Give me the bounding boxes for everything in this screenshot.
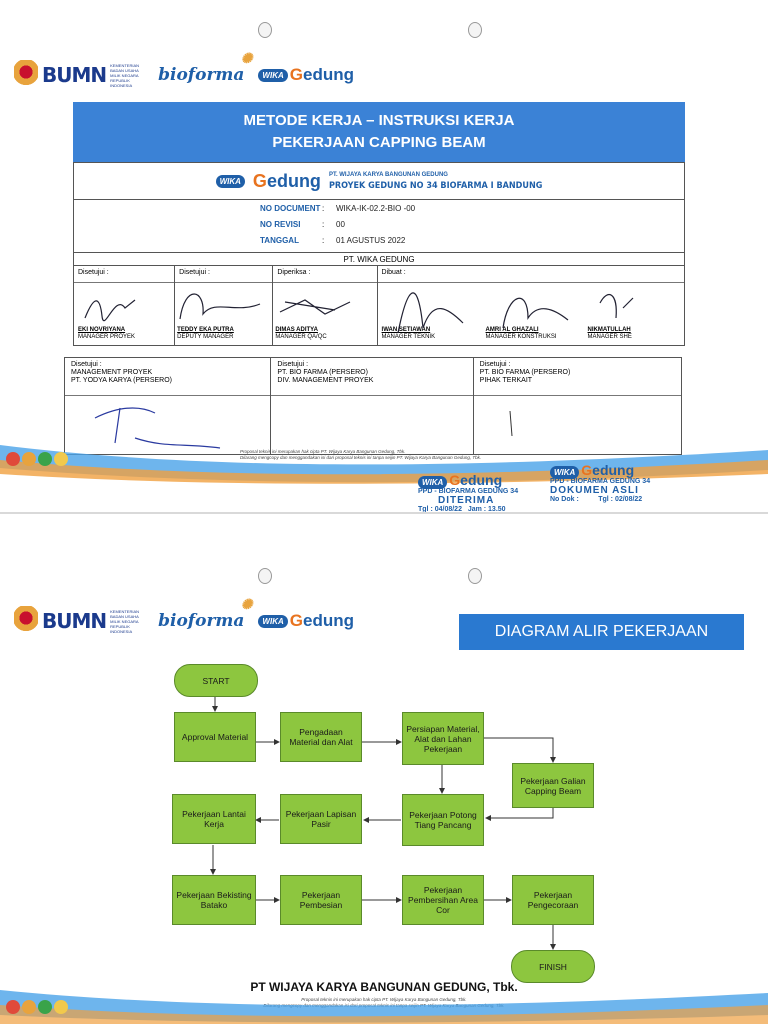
info-row-tanggal: TANGGAL : 01 AGUSTUS 2022 — [260, 236, 406, 245]
stamp-received: WIKA Gedung PPD - BIOFARMA GEDUNG 34 DITERIMA Tgl : 04/08/22 Jam : 13.50 — [418, 472, 519, 512]
diagram-title: DIAGRAM ALIR PEKERJAAN — [459, 614, 744, 650]
flow-node-persiapan: Persiapan Material, Alat dan Lahan Pekerjaan — [402, 712, 484, 765]
approval-col: Disetujui : MANAGEMENT PROYEK PT. YODYA KARYA (PERSERO) — [65, 358, 271, 454]
footer-company: PT WIJAYA KARYA BANGUNAN GEDUNG, Tbk. — [250, 980, 518, 994]
flow-node-lantai: Pekerjaan Lantai Kerja — [172, 794, 256, 844]
flow-node-finish: FINISH — [511, 950, 595, 983]
stamp-original: WIKA Gedung PPD - BIOFARMA GEDUNG 34 DOKUMEN ASLI No Dok : Tgl : 02/08/22 — [550, 462, 651, 503]
owner-line: PT. WIKA GEDUNG — [343, 255, 415, 264]
bumn-logo: BUMN KEMENTERIAN BADAN USAHA MILIK NEGARA REPUBLIK INDONESIA — [14, 606, 144, 636]
flow-node-potong: Pekerjaan Potong Tiang Pancang — [402, 794, 484, 846]
flow-node-start: START — [174, 664, 258, 697]
sign-col: Diperiksa : DIMAS ADITYA MANAGER QA/QC — [273, 266, 377, 345]
wika-gedung-logo: WIKA Gedung — [258, 65, 354, 85]
sign-col: Disetujui : TEDDY EKA PUTRA DEPUTY MANAGER — [175, 266, 273, 345]
bumn-logo: BUMN KEMENTERIAN BADAN USAHA MILIK NEGARA REPUBLIK INDONESIA — [14, 60, 144, 90]
title-line-2: PEKERJAAN CAPPING BEAM — [272, 134, 486, 151]
flow-node-pengecoran: Pekerjaan Pengecoraan — [512, 875, 594, 925]
flow-node-bekisting: Pekerjaan Bekisting Batako — [172, 875, 256, 925]
wika-gedung-logo: WIKA Gedung — [258, 611, 354, 631]
info-row-revisi: NO REVISI : 00 — [260, 220, 345, 229]
copyright-notice: Proposal teknis ini merupakan hak cipta PT. Wijaya Karya Bangunan Gedung, Tbk. Dilarang mengcopy dan menggandakan isi dari proposal teknis ini tanpa seijin PT. Wijaya Karya Bangunan Gedung, Tbk. — [240, 449, 482, 460]
approval-col: Disetujui : PT. BIO FARMA (PERSERO) DIV. MANAGEMENT PROYEK — [271, 358, 473, 454]
wika-logo: WIKA — [216, 175, 245, 188]
star-icon: ✺ — [240, 51, 253, 67]
gedung-logo: Gedung — [252, 170, 321, 191]
flow-node-approval: Approval Material — [174, 712, 256, 762]
footer-wave — [0, 985, 768, 1024]
footer-logos — [6, 1000, 68, 1014]
flow-node-pengadaan: Pengadaan Material dan Alat — [280, 712, 362, 762]
bioforma-logo: bioforma ✺ — [158, 597, 253, 631]
sign-col-made: Dibuat : IWAN SETIAWAN MANAGER TEKNIK AMRI AL GHAZALI MANAGER KONSTRUKSI NIKMATULLAH MANAGER SHE — [378, 266, 684, 345]
flow-node-pembersihan: Pekerjaan Pembersihan Area Cor — [402, 875, 484, 925]
star-icon: ✺ — [240, 597, 253, 613]
bioforma-logo: bioforma ✺ — [158, 51, 253, 85]
company-line: PT. WIJAYA KARYA BANGUNAN GEDUNG — [328, 172, 448, 178]
flow-node-galian: Pekerjaan Galian Capping Beam — [512, 763, 594, 808]
sign-col: Disetujui : EKI NOVRIYANA MANAGER PROYEK — [74, 266, 175, 345]
footer-copyright: Proposal teknis ini merupakan hak cipta PT. Wijaya Karya Bangunan Gedung, Tbk. — [301, 997, 467, 1002]
project-line: PROYEK GEDUNG NO 34 BIOFARMA I BANDUNG — [328, 181, 543, 191]
title-line-1: METODE KERJA – INSTRUKSI KERJA — [243, 112, 515, 129]
flow-node-pembesian: Pekerjaan Pembesian — [280, 875, 362, 925]
info-row-document: NO DOCUMENT : WIKA-IK-02.2-BIO -00 — [260, 204, 416, 213]
approval-col: Disetujui : PT. BIO FARMA (PERSERO) PIHAK TERKAIT — [474, 358, 681, 454]
flow-node-pasir: Pekerjaan Lapisan Pasir — [280, 794, 362, 844]
